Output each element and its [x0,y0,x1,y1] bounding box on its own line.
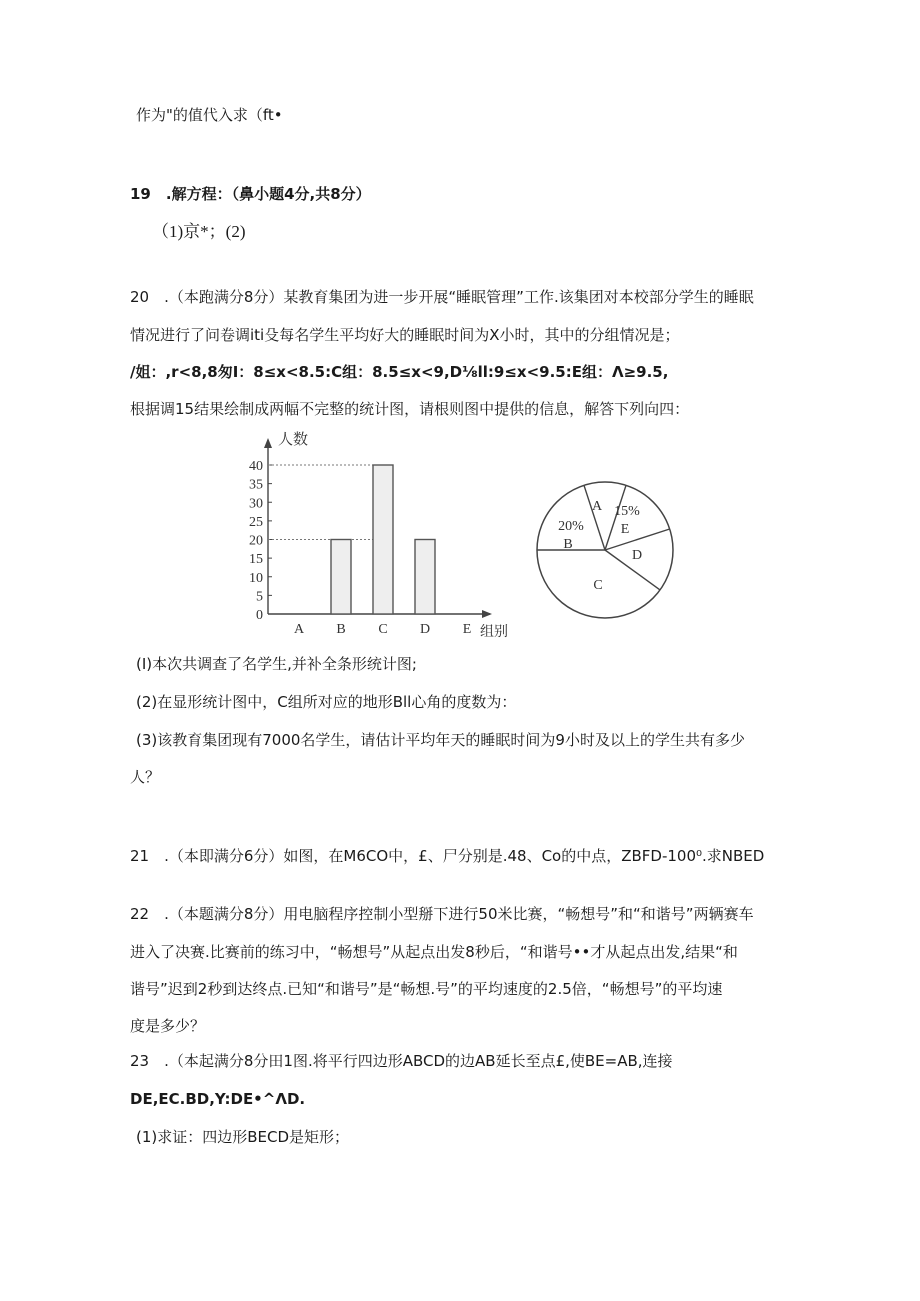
y-axis-arrow [264,438,272,448]
y-tick-label: 0 [256,608,263,623]
x-axis-arrow [482,610,492,618]
q20-part-2: (2)在显形统计图中，C组所对应的地形Bll心角的度数为： [136,693,517,711]
bar-chart [235,430,510,640]
y-tick-label: 30 [249,496,263,512]
x-tick-label: C [378,622,388,637]
q20-part-3-cont: 人？ [130,768,161,786]
y-tick-label: 35 [249,477,263,493]
x-tick-label: A [293,622,305,637]
y-tick-label: 5 [256,589,263,605]
q20-part-1: (I)本次共调查了名学生,并补全条形统计图; [136,655,417,673]
q20-part-3: (3)该教育集团现有7000名学生，请估计平均年天的睡眠时间为9小时及以上的学生共有多少 [136,731,745,749]
y-tick-label: 20 [249,533,263,549]
q21-text: 21 .（本即满分6分）如图，在M6CO中，£、尸分别是.48、Co的中点，ZBFD-100⁰.求NBED [130,847,765,865]
q23-line-2: DE,EC.BD,Y:DE•^ΛD. [130,1090,306,1108]
pie-label-B: 20% [558,519,584,534]
x-tick-label: B [336,622,346,637]
y-axis-title: 人数 [278,432,309,448]
q22-line-2: 进入了决赛.比赛前的练习中，“畅想号”从起点出发8秒后，“和谐号••才从起点出发,结果“和 [130,943,738,961]
pie-label-D: D [631,548,643,563]
text-line-0: 作为"的值代入求（ft• [136,106,283,124]
pie-chart [530,475,680,625]
pie-label-C: C [593,578,603,593]
q19-heading: 19 .解方程：（鼻小题4分,共8分） [130,185,371,203]
q20-line-4: 根据调15结果绘制成两幅不完整的统计图，请根则图中提供的信息，解答下列向四： [130,400,690,418]
y-tick-label: 25 [249,514,263,530]
q22-heading: 22 .（本题满分8分）用电脑程序控制小型掰下进行50米比赛，“畅想号”和“和谐号”两辆赛车 [130,905,754,923]
bar-C [373,465,393,614]
q20-groups: /姐：,r<8,8匆I：8≤x<8.5:C组：8.5≤x<9,D⅛ll:9≤x<9.5:E组：Λ≥9.5, [130,363,669,381]
q23-part-1: (1)求证：四边形BECD是矩形； [136,1128,350,1146]
q23-heading: 23 .（本起满分8分田1图.将平行四边形ABCD的边AB延长至点£,使BE=AB,连接 [130,1052,673,1070]
x-tick-label: D [419,622,431,637]
bar-B [331,540,351,615]
pie-label-E: 15% [614,504,640,519]
pie-label-E: E [620,522,630,537]
q20-heading: 20 .（本跑满分8分）某教育集团为进一步开展“睡眠管理”工作.该集团对本校部分学生的睡眠 [130,288,754,306]
q20-line-2: 情况进行了问卷调iti殳每名学生平均好大的睡眠时间为X小时，其中的分组情况是； [130,326,680,344]
bar-D [415,540,435,615]
q22-line-4: 度是多少？ [130,1017,206,1035]
x-tick-label: E [462,622,472,637]
y-tick-label: 15 [249,552,263,568]
y-tick-label: 40 [249,459,263,474]
q22-line-3: 谐号”迟到2秒到达终点.已知“和谐号”是“畅想.号”的平均速度的2.5倍，“畅想号”的平均速 [130,980,723,998]
pie-label-B: B [563,537,573,552]
q19-equations: （1)京*；(2) [152,222,246,241]
x-axis-title: 组别 [480,625,508,640]
pie-label-A: A [591,499,603,514]
y-tick-label: 10 [249,570,263,586]
